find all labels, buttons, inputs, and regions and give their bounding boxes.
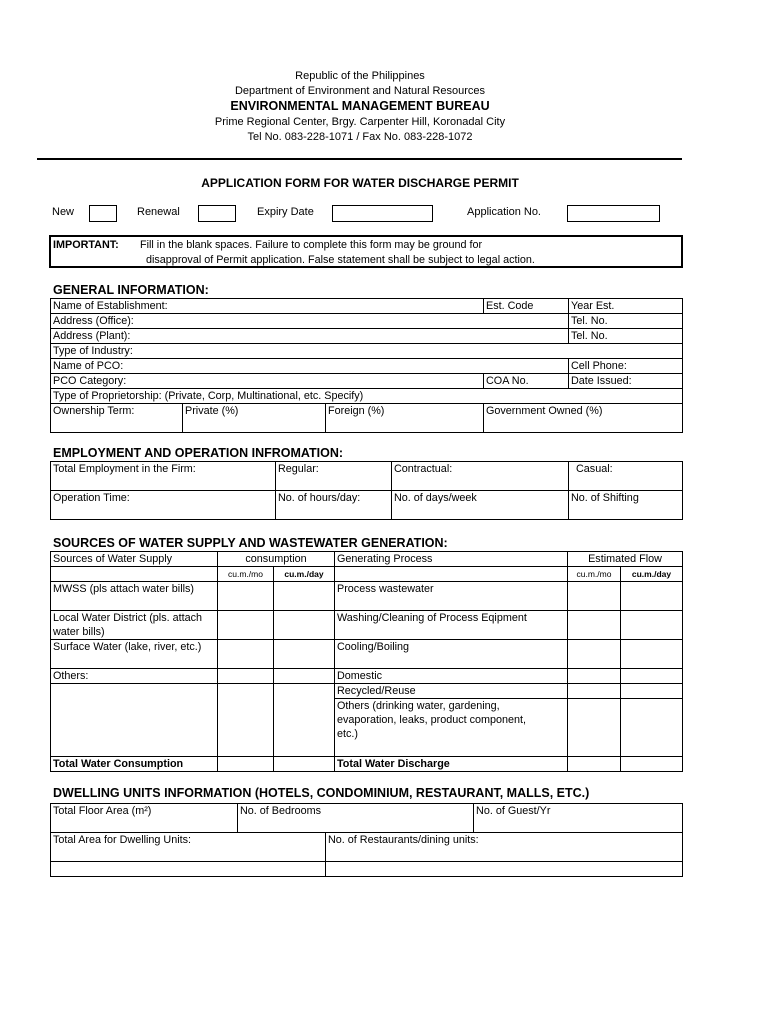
source-surface-water: Surface Water (lake, river, etc.): [51, 640, 218, 669]
total-employment-field[interactable]: Total Employment in the Firm:: [51, 462, 276, 491]
department-line: Department of Environment and Natural Resources: [234, 85, 486, 97]
water-supply-title: SOURCES OF WATER SUPPLY AND WASTEWATER GENERATION:: [53, 536, 448, 550]
date-issued-field[interactable]: Date Issued:: [569, 374, 683, 389]
dwelling-blank-left[interactable]: [51, 862, 326, 877]
form-title: APPLICATION FORM FOR WATER DISCHARGE PERMIT: [201, 176, 519, 190]
total-discharge-mo[interactable]: [568, 757, 621, 772]
process-wastewater-mo-field[interactable]: [568, 582, 621, 611]
coa-no-field[interactable]: COA No.: [484, 374, 569, 389]
cooling-day-field[interactable]: [621, 640, 683, 669]
dwelling-table: [50, 803, 683, 877]
expiry-date-field[interactable]: [332, 205, 433, 222]
process-cooling: Cooling/Boiling: [335, 640, 568, 669]
application-no-field[interactable]: [567, 205, 660, 222]
process-wastewater-day-field[interactable]: [621, 582, 683, 611]
washing-mo-field[interactable]: [568, 611, 621, 640]
dwelling-blank-right[interactable]: [326, 862, 683, 877]
proc-others-day-field[interactable]: [621, 699, 683, 757]
consumption-unit-mo: cu.m./mo: [218, 567, 274, 582]
new-label: New: [52, 206, 75, 218]
domestic-day-field[interactable]: [621, 669, 683, 684]
bureau-phone: Tel No. 083-228-1071 / Fax No. 083-228-1072: [247, 131, 473, 143]
shifting-field[interactable]: No. of Shifting: [569, 491, 683, 520]
important-label: IMPORTANT:: [53, 239, 119, 251]
recycled-day-field[interactable]: [621, 684, 683, 699]
name-of-establishment-field[interactable]: Name of Establishment:: [51, 299, 484, 314]
renewal-label: Renewal: [137, 206, 180, 218]
recycled-mo-field[interactable]: [568, 684, 621, 699]
total-consumption-day[interactable]: [274, 757, 335, 772]
total-consumption-label: Total Water Consumption: [51, 757, 218, 772]
type-of-industry-field[interactable]: Type of Industry:: [51, 344, 683, 359]
others-blank-field[interactable]: [51, 684, 218, 757]
cooling-mo-field[interactable]: [568, 640, 621, 669]
header-divider: [37, 158, 682, 160]
consumption-header: consumption: [218, 552, 335, 567]
washing-day-field[interactable]: [621, 611, 683, 640]
regular-field[interactable]: Regular:: [276, 462, 392, 491]
process-others: Others (drinking water, gardening, evaporation, leaks, product component, etc.): [335, 699, 568, 757]
government-percent-field[interactable]: Government Owned (%): [484, 404, 683, 433]
process-washing: Washing/Cleaning of Process Eqipment: [335, 611, 568, 640]
flow-unit-mo: cu.m./mo: [568, 567, 621, 582]
process-domestic: Domestic: [335, 669, 568, 684]
bureau-name: ENVIRONMENTAL MANAGEMENT BUREAU: [230, 99, 490, 113]
new-checkbox[interactable]: [89, 205, 117, 222]
contractual-field[interactable]: Contractual:: [392, 462, 569, 491]
ownership-term-label: Ownership Term:: [51, 404, 183, 433]
others-day-field[interactable]: [274, 669, 335, 684]
foreign-percent-field[interactable]: Foreign (%): [326, 404, 484, 433]
general-info-title: GENERAL INFORMATION:: [53, 283, 209, 297]
application-no-label: Application No.: [467, 206, 541, 218]
proc-others-mo-field[interactable]: [568, 699, 621, 757]
private-percent-field[interactable]: Private (%): [183, 404, 326, 433]
generating-process-header: Generating Process: [335, 552, 568, 567]
total-consumption-mo[interactable]: [218, 757, 274, 772]
est-code-field[interactable]: Est. Code: [484, 299, 569, 314]
general-info-table: [50, 298, 683, 433]
restaurants-field[interactable]: No. of Restaurants/dining units:: [326, 833, 683, 862]
employment-table: [50, 461, 683, 520]
important-notice: [49, 235, 683, 268]
bedrooms-field[interactable]: No. of Bedrooms: [238, 804, 474, 833]
consumption-unit-day: cu.m./day: [274, 567, 335, 582]
domestic-mo-field[interactable]: [568, 669, 621, 684]
important-line-2: disapproval of Permit application. False statement shall be subject to legal action.: [146, 254, 535, 266]
others-mo-field[interactable]: [218, 669, 274, 684]
tel-plant-field[interactable]: Tel. No.: [569, 329, 683, 344]
surface-day-field[interactable]: [274, 640, 335, 669]
proprietorship-field[interactable]: Type of Proprietorship: (Private, Corp, Multinational, etc. Specify): [51, 389, 683, 404]
address-plant-field[interactable]: Address (Plant):: [51, 329, 569, 344]
dwelling-title: DWELLING UNITS INFORMATION (HOTELS, CONDOMINIUM, RESTAURANT, MALLS, ETC.): [53, 786, 590, 800]
floor-area-field[interactable]: Total Floor Area (m²): [51, 804, 238, 833]
operation-time-label: Operation Time:: [51, 491, 276, 520]
others-blank-day[interactable]: [274, 684, 335, 757]
surface-mo-field[interactable]: [218, 640, 274, 669]
total-discharge-label: Total Water Discharge: [335, 757, 568, 772]
dwelling-area-field[interactable]: Total Area for Dwelling Units:: [51, 833, 326, 862]
estimated-flow-header: Estimated Flow: [568, 552, 683, 567]
address-office-field[interactable]: Address (Office):: [51, 314, 569, 329]
flow-unit-day: cu.m./day: [621, 567, 683, 582]
days-per-week-field[interactable]: No. of days/week: [392, 491, 569, 520]
pco-name-field[interactable]: Name of PCO:: [51, 359, 569, 374]
bureau-address: Prime Regional Center, Brgy. Carpenter Hill, Koronadal City: [214, 116, 506, 128]
important-line-1: Fill in the blank spaces. Failure to complete this form may be ground for: [140, 239, 483, 251]
total-discharge-day[interactable]: [621, 757, 683, 772]
mwss-mo-field[interactable]: [218, 582, 274, 611]
source-others: Others:: [51, 669, 218, 684]
year-est-field[interactable]: Year Est.: [569, 299, 683, 314]
process-recycled: Recycled/Reuse: [335, 684, 568, 699]
tel-office-field[interactable]: Tel. No.: [569, 314, 683, 329]
lwd-day-field[interactable]: [274, 611, 335, 640]
renewal-checkbox[interactable]: [198, 205, 236, 222]
sources-header: Sources of Water Supply: [51, 552, 218, 567]
cell-phone-field[interactable]: Cell Phone:: [569, 359, 683, 374]
hours-per-day-field[interactable]: No. of hours/day:: [276, 491, 392, 520]
source-local-water-district: Local Water District (pls. attach water bills): [51, 611, 218, 640]
water-supply-table: [50, 551, 683, 772]
source-mwss: MWSS (pls attach water bills): [51, 582, 218, 611]
guests-field[interactable]: No. of Guest/Yr: [474, 804, 683, 833]
expiry-date-label: Expiry Date: [257, 206, 314, 218]
lwd-mo-field[interactable]: [218, 611, 274, 640]
process-wastewater: Process wastewater: [335, 582, 568, 611]
mwss-day-field[interactable]: [274, 582, 335, 611]
others-blank-mo[interactable]: [218, 684, 274, 757]
casual-field[interactable]: Casual:: [569, 462, 683, 491]
pco-category-field[interactable]: PCO Category:: [51, 374, 484, 389]
republic-line: Republic of the Philippines: [295, 70, 425, 82]
employment-title: EMPLOYMENT AND OPERATION INFROMATION:: [53, 446, 344, 460]
